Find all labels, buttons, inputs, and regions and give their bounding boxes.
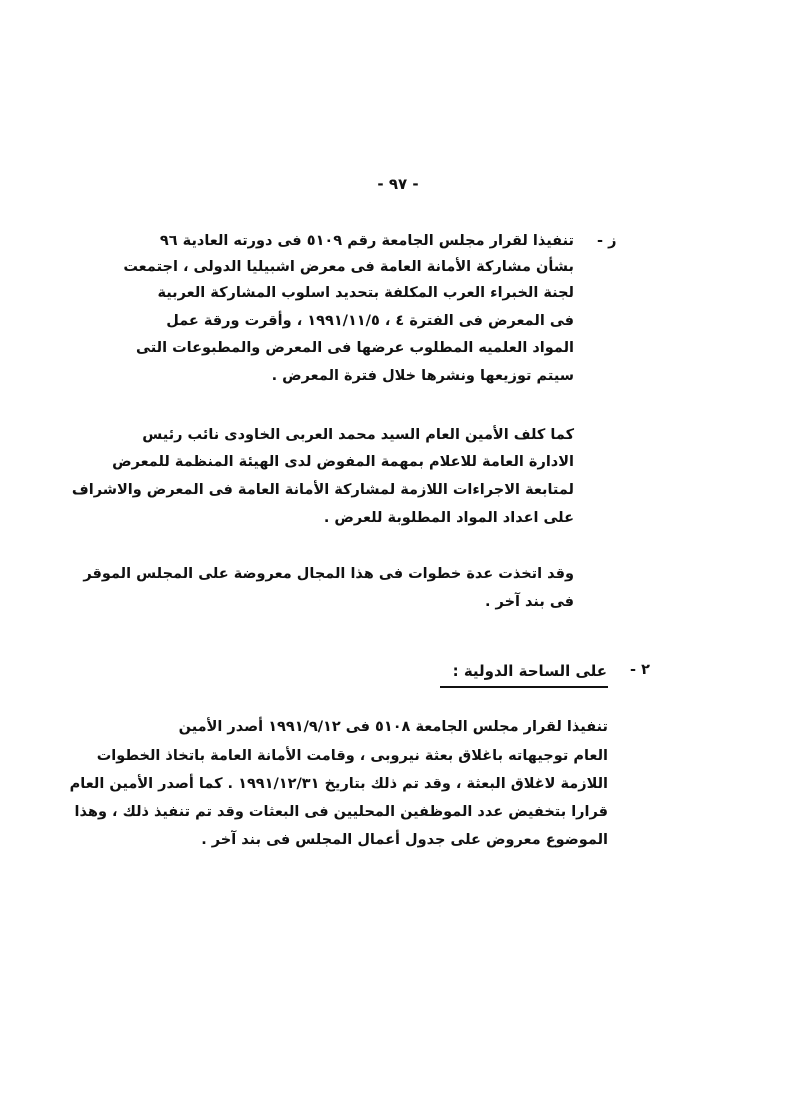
section-z-marker: ز -: [597, 233, 617, 249]
paragraph-2-line-2: الادارة العامة للاعلام بمهمة المفوض لدى الهيئة المنظمة للمعرض: [112, 454, 574, 470]
section-2-line-3: اللازمة لاغلاق البعثة ، وقد تم ذلك بتاريخ ١٩٩١/١٢/٣١ . كما أصدر الأمين العام: [69, 776, 608, 792]
paragraph-2-line-3: لمتابعة الاجراءات اللازمة لمشاركة الأمانة العامة فى المعرض والاشراف: [71, 482, 574, 498]
section-2-line-5: الموضوع معروض على جدول أعمال المجلس فى بند آخر .: [201, 832, 608, 848]
section-2-line-2: العام توجيهاته باغلاق بعثة نيروبى ، وقامت الأمانة العامة باتخاذ الخطوات: [96, 748, 608, 764]
section-2-marker: ٢ -: [630, 662, 650, 678]
paragraph-2-line-4: على اعداد المواد المطلوبة للعرض .: [323, 510, 574, 526]
section-2-line-1: تنفيذا لقرار مجلس الجامعة ٥١٠٨ فى ١٩٩١/٩/١٢ أصدر الأمين: [178, 719, 608, 735]
section-2-heading-underline: [440, 686, 608, 688]
paragraph-3-line-1: وقد اتخذت عدة خطوات فى هذا المجال معروضة على المجلس الموقر: [83, 566, 574, 582]
section-z-line-3: لجنة الخبراء العرب المكلفة بتحديد اسلوب المشاركة العربية: [157, 285, 574, 301]
section-z-line-2: بشأن مشاركة الأمانة العامة فى معرض اشبيليا الدولى ، اجتمعت: [123, 259, 574, 275]
section-z-line-1: تنفيذا لقرار مجلس الجامعة رقم ٥١٠٩ فى دورته العادية ٩٦: [159, 233, 574, 249]
section-2-heading: على الساحة الدولية :: [452, 662, 607, 680]
page-number: - ٩٧ -: [377, 175, 419, 193]
paragraph-2-line-1: كما كلف الأمين العام السيد محمد العربى الخاودى نائب رئيس: [142, 427, 574, 443]
section-z-line-5: المواد العلميه المطلوب عرضها فى المعرض والمطبوعات التى: [136, 340, 574, 356]
section-2-line-4: قرارا بتخفيض عدد الموظفين المحليين فى البعثات وقد تم تنفيذ ذلك ، وهذا: [74, 804, 608, 820]
section-z-line-4: فى المعرض فى الفترة ٤ ، ١٩٩١/١١/٥ ، وأقرت ورقة عمل: [166, 313, 574, 329]
paragraph-3-line-2: فى بند آخر .: [485, 594, 574, 610]
section-z-line-6: سيتم توزيعها ونشرها خلال فترة المعرض .: [271, 368, 574, 384]
